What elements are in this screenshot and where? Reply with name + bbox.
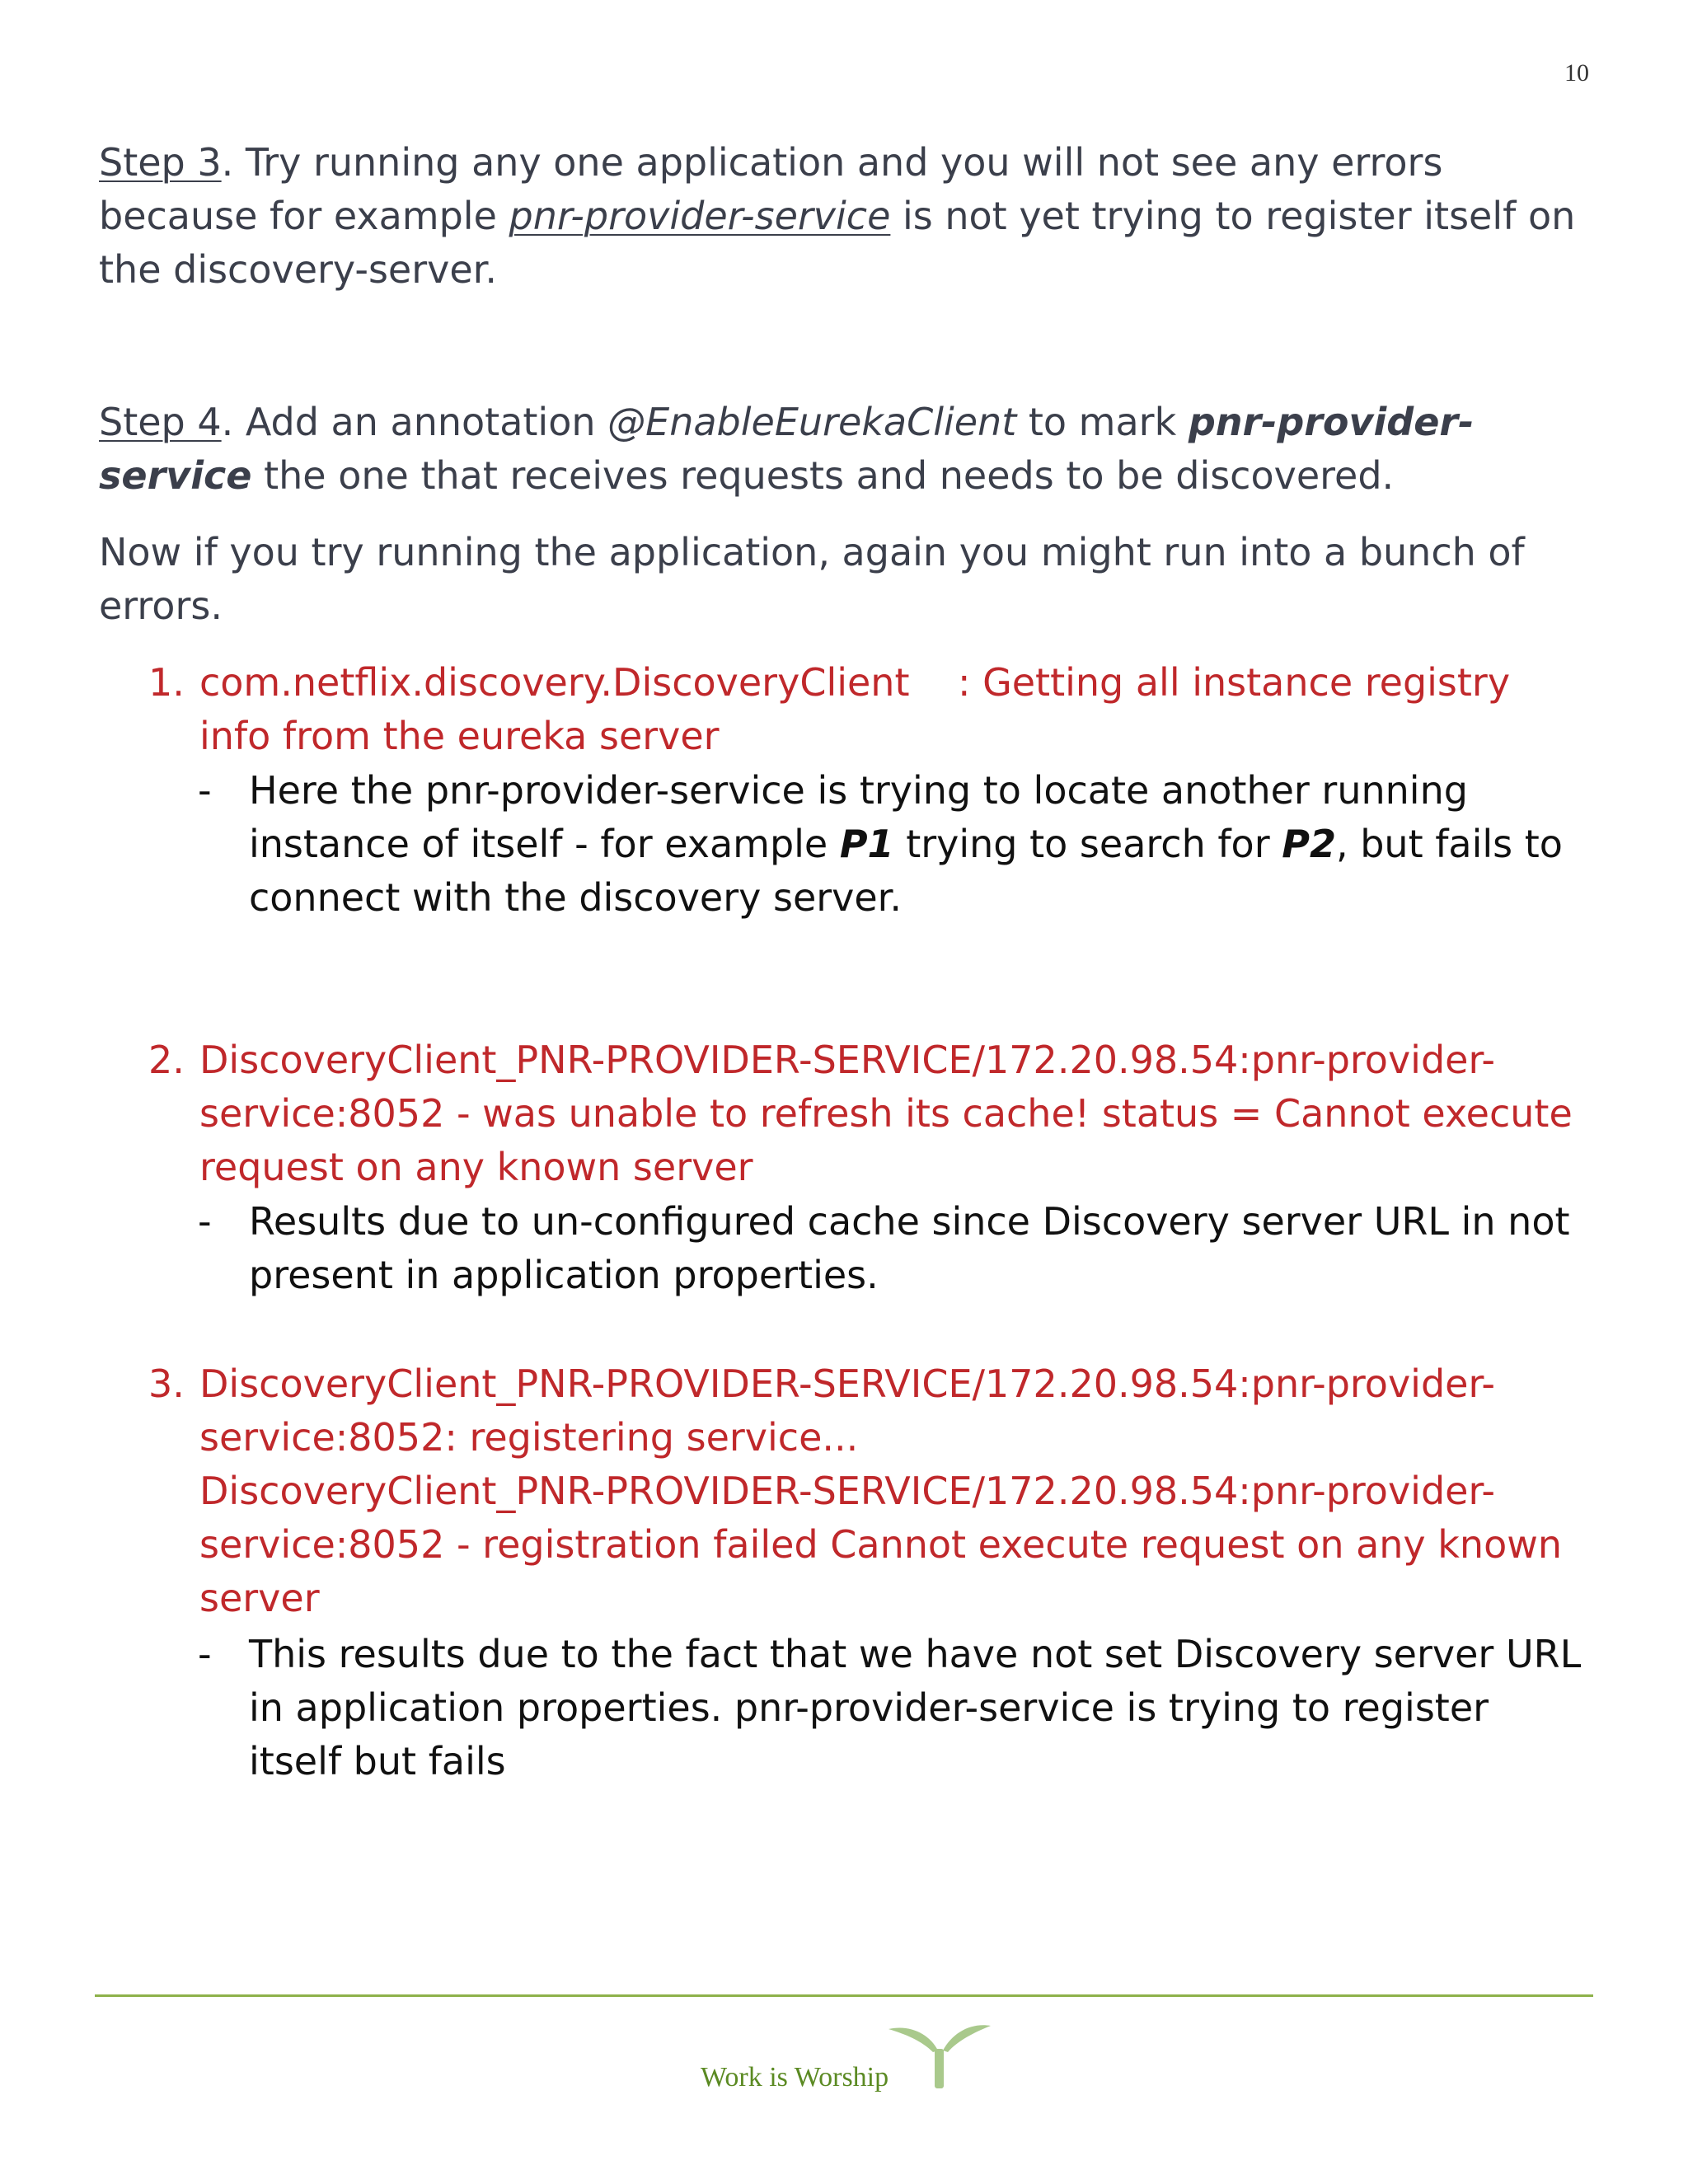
bullet-dash: -: [198, 768, 212, 813]
step-4-paragraph: [99, 396, 1582, 503]
error-item-1: [148, 656, 1582, 763]
error-2-message: DiscoveryClient_PNR-PROVIDER-SERVICE/172.20.98.54:pnr-provider-service:8052 - was unable to refresh its cache! status = Cannot execute request on any known server: [199, 1038, 1573, 1189]
intro-paragraph: Now if you try running the application, again you might run into a bunch of errors.: [99, 530, 1525, 628]
step-4-text-c: the one that receives requests and needs to be discovered.: [251, 453, 1395, 498]
error-3-message-line-2: DiscoveryClient_PNR-PROVIDER-SERVICE/172.20.98.54:pnr-provider-service:8052 - registration failed Cannot execute request on any known server: [199, 1469, 1562, 1620]
sprout-icon: [885, 2016, 992, 2090]
error-3-explanation-text: This results due to the fact that we have not set Discovery server URL in application properties. pnr-provider-service is trying to register itself but fails: [249, 1632, 1582, 1783]
error-2-number: 2.: [148, 1038, 185, 1082]
error-2-explanation: [198, 1195, 1582, 1302]
error-3-message-line-1: DiscoveryClient_PNR-PROVIDER-SERVICE/172.20.98.54:pnr-provider-service:8052: registering service...: [199, 1361, 1496, 1460]
footer-divider: [95, 1994, 1593, 1997]
error-3-number: 3.: [148, 1361, 185, 1406]
step-4-annotation: @EnableEurekaClient: [607, 400, 1017, 444]
error-1-explanation-b: trying to search for: [893, 822, 1282, 866]
step-4-service-name: pnr-provider-service: [99, 400, 1475, 498]
bullet-dash: -: [198, 1199, 212, 1244]
p2-label: P2: [1282, 822, 1336, 866]
error-2-explanation-text: Results due to un-configured cache since Discovery server URL in not present in application properties.: [249, 1199, 1570, 1297]
step-4-text-a: . Add an annotation: [221, 400, 608, 444]
footer-motto: Work is Worship: [701, 2062, 889, 2093]
error-1-explanation: [198, 764, 1582, 925]
error-item-2: [148, 1033, 1582, 1194]
error-1-explanation-a: Here the pnr-provider-service is trying to locate another running instance of itself - for example: [249, 768, 1468, 866]
step-3-paragraph: [99, 136, 1582, 297]
step-4-text-b: to mark: [1016, 400, 1189, 444]
step-3-text-a: . Try running any one application and you will not see any errors because for example: [99, 140, 1443, 238]
error-1-number: 1.: [148, 660, 185, 705]
p1-label: P1: [839, 822, 894, 866]
page-number: 10: [1564, 59, 1589, 87]
error-item-3: [148, 1357, 1582, 1625]
step-4-label: Step 4: [99, 400, 222, 444]
step-3-text-b: is not yet trying to register itself on the discovery-server.: [99, 194, 1576, 292]
error-1-message: com.netflix.discovery.DiscoveryClient : Getting all instance registry info from the eureka server: [199, 660, 1522, 758]
error-1-explanation-c: , but fails to connect with the discovery server.: [249, 822, 1563, 920]
error-3-explanation: [198, 1628, 1582, 1788]
step-3-service-name: pnr-provider-service: [509, 194, 891, 238]
bullet-dash: -: [198, 1632, 212, 1676]
step-3-label: Step 3: [99, 140, 222, 185]
